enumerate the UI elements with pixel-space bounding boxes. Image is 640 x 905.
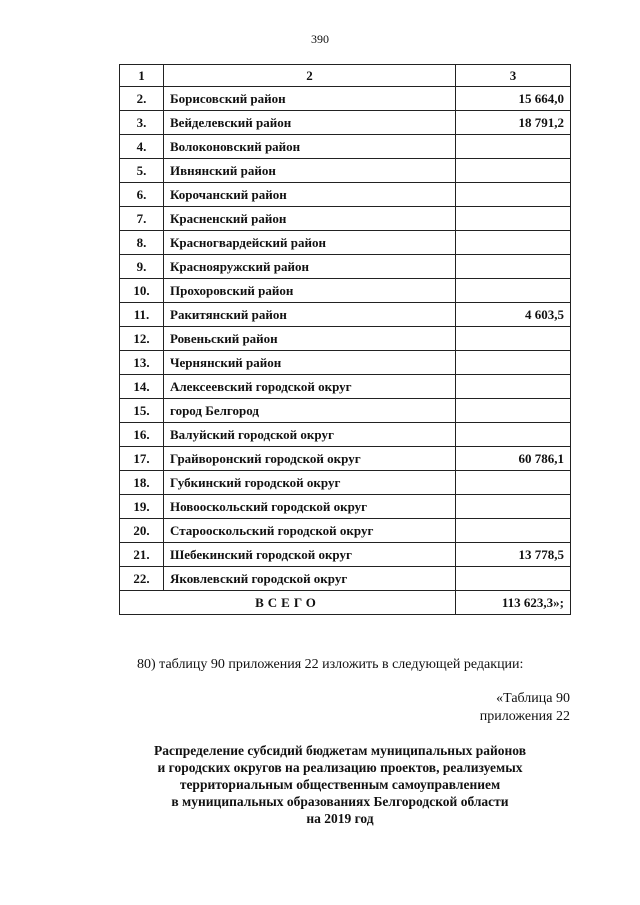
- row-number: 7.: [120, 207, 164, 231]
- row-number: 10.: [120, 279, 164, 303]
- row-value: 18 791,2: [456, 111, 571, 135]
- row-value: [456, 135, 571, 159]
- row-name: Валуйский городской округ: [164, 423, 456, 447]
- row-value: [456, 159, 571, 183]
- table-reference: [480, 690, 570, 726]
- row-name: Красногвардейский район: [164, 231, 456, 255]
- header-cell-3: 3: [456, 65, 571, 87]
- table-row: [120, 255, 571, 279]
- row-value: [456, 255, 571, 279]
- table-row: [120, 135, 571, 159]
- row-number: 17.: [120, 447, 164, 471]
- row-name: Старооскольский городской округ: [164, 519, 456, 543]
- row-name: Прохоровский район: [164, 279, 456, 303]
- table-row: [120, 111, 571, 135]
- row-value: [456, 207, 571, 231]
- table-row: [120, 303, 571, 327]
- table-row: [120, 279, 571, 303]
- table-row: [120, 327, 571, 351]
- table-row: [120, 495, 571, 519]
- title-line: на 2019 год: [306, 811, 374, 826]
- row-number: 9.: [120, 255, 164, 279]
- header-cell-2: 2: [164, 65, 456, 87]
- row-value: 15 664,0: [456, 87, 571, 111]
- table-row: [120, 399, 571, 423]
- row-name: Ивнянский район: [164, 159, 456, 183]
- row-name: Яковлевский городской округ: [164, 567, 456, 591]
- row-number: 16.: [120, 423, 164, 447]
- page-number: 390: [311, 32, 329, 46]
- instruction-text: 80) таблицу 90 приложения 22 изложить в следующей редакции:: [137, 657, 524, 672]
- row-value: [456, 399, 571, 423]
- table-row: [120, 159, 571, 183]
- row-number: 14.: [120, 375, 164, 399]
- header-cell-1: 1: [120, 65, 164, 87]
- title-line: в муниципальных образованиях Белгородской области: [171, 794, 509, 809]
- document-title: [100, 742, 580, 827]
- row-value: 60 786,1: [456, 447, 571, 471]
- row-value: [456, 471, 571, 495]
- row-value: [456, 231, 571, 255]
- row-value: 13 778,5: [456, 543, 571, 567]
- row-number: 18.: [120, 471, 164, 495]
- row-number: 20.: [120, 519, 164, 543]
- row-value: [456, 375, 571, 399]
- table-row: [120, 351, 571, 375]
- row-number: 13.: [120, 351, 164, 375]
- row-name: Красненский район: [164, 207, 456, 231]
- row-number: 21.: [120, 543, 164, 567]
- table-row: [120, 471, 571, 495]
- row-name: Грайворонский городской округ: [164, 447, 456, 471]
- header-row: [120, 65, 571, 87]
- table-row: [120, 543, 571, 567]
- table-ref-line2: приложения 22: [479, 709, 570, 724]
- row-name: Волоконовский район: [164, 135, 456, 159]
- row-number: 19.: [120, 495, 164, 519]
- row-number: 4.: [120, 135, 164, 159]
- total-row: [120, 591, 571, 615]
- row-name: Губкинский городской округ: [164, 471, 456, 495]
- table-row: [120, 375, 571, 399]
- row-number: 15.: [120, 399, 164, 423]
- row-number: 12.: [120, 327, 164, 351]
- row-number: 11.: [120, 303, 164, 327]
- total-label: ВСЕГО: [120, 591, 456, 615]
- title-line: Распределение субсидий бюджетам муниципальных районов: [153, 743, 527, 758]
- row-value: [456, 495, 571, 519]
- row-name: Алексеевский городской округ: [164, 375, 456, 399]
- row-value: 4 603,5: [456, 303, 571, 327]
- table-row: [120, 423, 571, 447]
- row-name: Чернянский район: [164, 351, 456, 375]
- row-name: город Белгород: [164, 399, 456, 423]
- total-value: 113 623,3»;: [456, 591, 571, 615]
- table-row: [120, 519, 571, 543]
- row-value: [456, 423, 571, 447]
- table-ref-line1: «Таблица 90: [496, 691, 570, 706]
- table-row: [120, 207, 571, 231]
- row-number: 5.: [120, 159, 164, 183]
- row-number: 2.: [120, 87, 164, 111]
- row-name: Ровеньский район: [164, 327, 456, 351]
- row-name: Краснояружский район: [164, 255, 456, 279]
- table-row: [120, 183, 571, 207]
- title-line: территориальным общественным самоуправлением: [179, 777, 501, 792]
- row-value: [456, 351, 571, 375]
- row-name: Корочанский район: [164, 183, 456, 207]
- row-name: Борисовский район: [164, 87, 456, 111]
- row-value: [456, 519, 571, 543]
- row-name: Новооскольский городской округ: [164, 495, 456, 519]
- row-value: [456, 327, 571, 351]
- table-row: [120, 231, 571, 255]
- row-value: [456, 183, 571, 207]
- row-name: Шебекинский городской округ: [164, 543, 456, 567]
- title-line: и городских округов на реализацию проектов, реализуемых: [157, 760, 523, 775]
- row-number: 3.: [120, 111, 164, 135]
- row-number: 6.: [120, 183, 164, 207]
- table-row: [120, 87, 571, 111]
- row-number: 22.: [120, 567, 164, 591]
- row-name: Ракитянский район: [164, 303, 456, 327]
- table-row: [120, 447, 571, 471]
- row-name: Вейделевский район: [164, 111, 456, 135]
- row-number: 8.: [120, 231, 164, 255]
- row-value: [456, 567, 571, 591]
- budget-table: [119, 64, 571, 615]
- row-value: [456, 279, 571, 303]
- table-row: [120, 567, 571, 591]
